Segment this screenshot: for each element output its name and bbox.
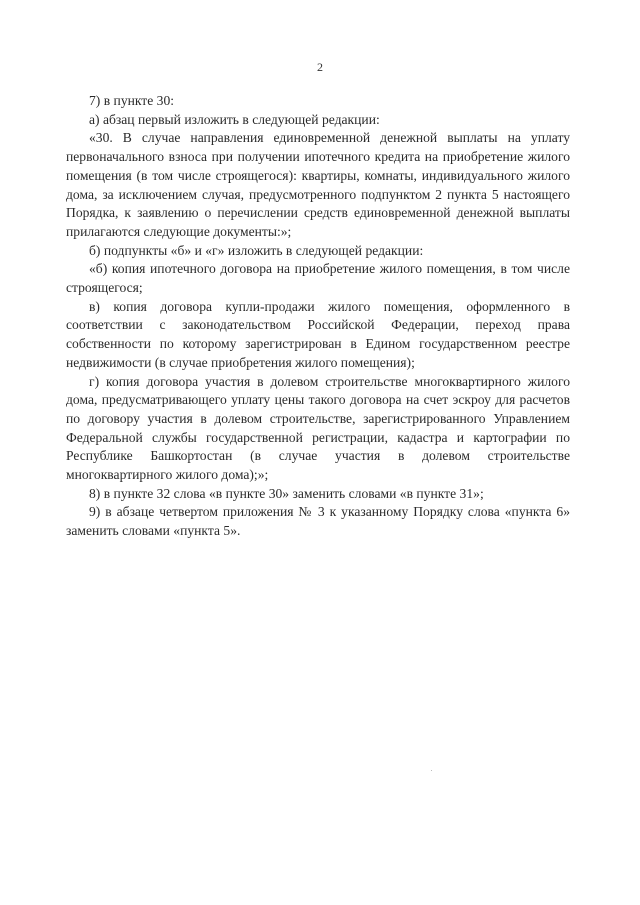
paragraph-item-7: 7) в пункте 30: [89, 93, 175, 108]
paragraph-quote-v: в) копия договора купли-продажи жилого помещения, оформленного в соответствии с законодательством Российской Федерации, переход права собственности по которому зарегистрирован в Едином государственном реестре недвижимости (в случае приобретения жилого помещения); [66, 298, 570, 370]
paragraph-item-9: 9) в абзаце четвертом приложения № 3 к указанному Порядку слова «пункта 6» заменить словами «пункта 5». [66, 504, 570, 539]
page-number: 2 [317, 60, 323, 74]
paragraph-subitem-a: а) абзац первый изложить в следующей редакции: [89, 111, 380, 127]
scan-speck [431, 770, 432, 771]
paragraph-quote-g: г) копия договора участия в долевом строительстве многоквартирного жилого дома, предусматривающего уплату цены такого договора на счет эскроу для расчетов по договору участия в долевом строительстве, зарегистрированного Управлением Федеральной службы государственной регистрации, кадастра и картографии по Республике Башкортостан (в случае участия в долевом строительстве многоквартирного жилого дома);»; [66, 373, 570, 483]
document-body [66, 92, 570, 541]
paragraph-quote-30: «30. В случае направления единовременной денежной выплаты на уплату первоначального взноса при получении ипотечного кредита на приобретение жилого помещения (в том числе строящегося): квартиры, комнаты, индивидуального жилого дома, за исключением случая, предусмотренного подпунктом 2 пункта 5 настоящего Порядка, к заявлению о перечислении средств единовременной денежной выплаты прилагаются следующие документы:»; [66, 130, 570, 239]
paragraph-subitem-b: б) подпункты «б» и «г» изложить в следующей редакции: [89, 242, 424, 258]
paragraph-item-8: 8) в пункте 32 слова «в пункте 30» заменить словами «в пункте 31»; [89, 485, 484, 501]
paragraph-quote-b: «б) копия ипотечного договора на приобретение жилого помещения, в том числе строящегося; [66, 261, 570, 296]
